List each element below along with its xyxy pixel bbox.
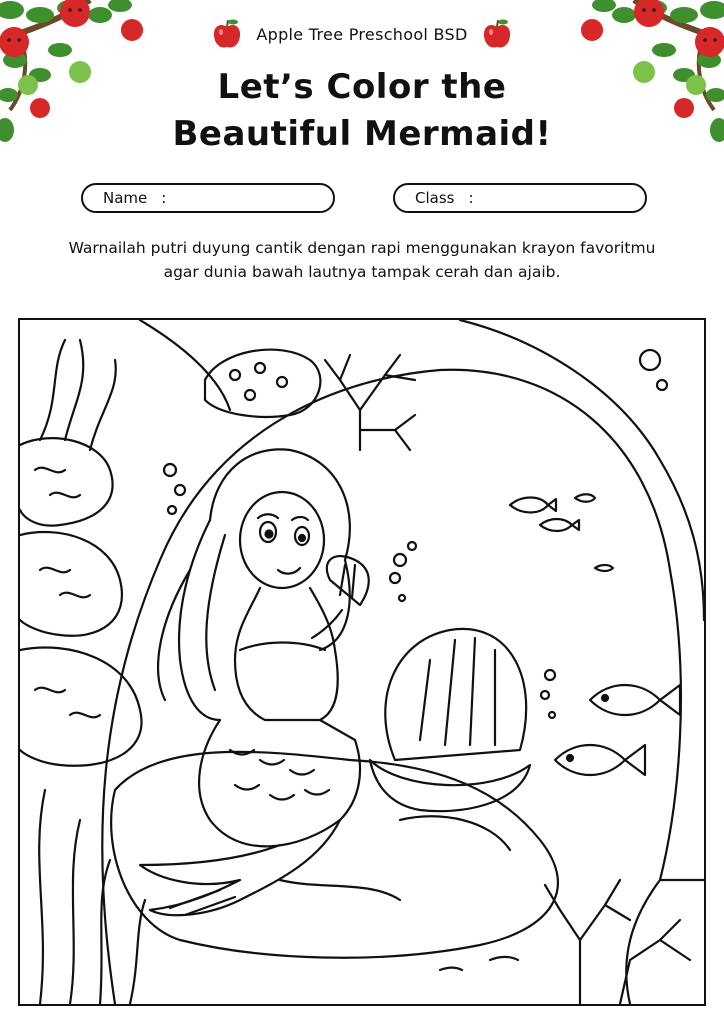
apple-icon bbox=[212, 18, 242, 50]
title-line-1: Let’s Color the bbox=[217, 67, 507, 107]
class-field[interactable] bbox=[393, 183, 647, 213]
name-field[interactable] bbox=[81, 183, 335, 213]
class-colon: : bbox=[468, 189, 474, 207]
class-label: Class bbox=[415, 189, 455, 207]
name-label: Name bbox=[103, 189, 148, 207]
title-line-2: Beautiful Mermaid! bbox=[172, 114, 552, 154]
school-header bbox=[0, 18, 724, 50]
page-title bbox=[0, 64, 724, 158]
name-colon: : bbox=[161, 189, 167, 207]
coloring-frame bbox=[18, 318, 706, 1006]
mermaid-illustration bbox=[20, 320, 704, 1004]
instructions-text: Warnailah putri duyung cantik dengan rapi menggunakan krayon favoritmu agar dunia bawah lautnya tampak cerah dan ajaib. bbox=[68, 239, 656, 281]
school-name: Apple Tree Preschool BSD bbox=[256, 24, 468, 44]
apple-icon bbox=[482, 18, 512, 50]
